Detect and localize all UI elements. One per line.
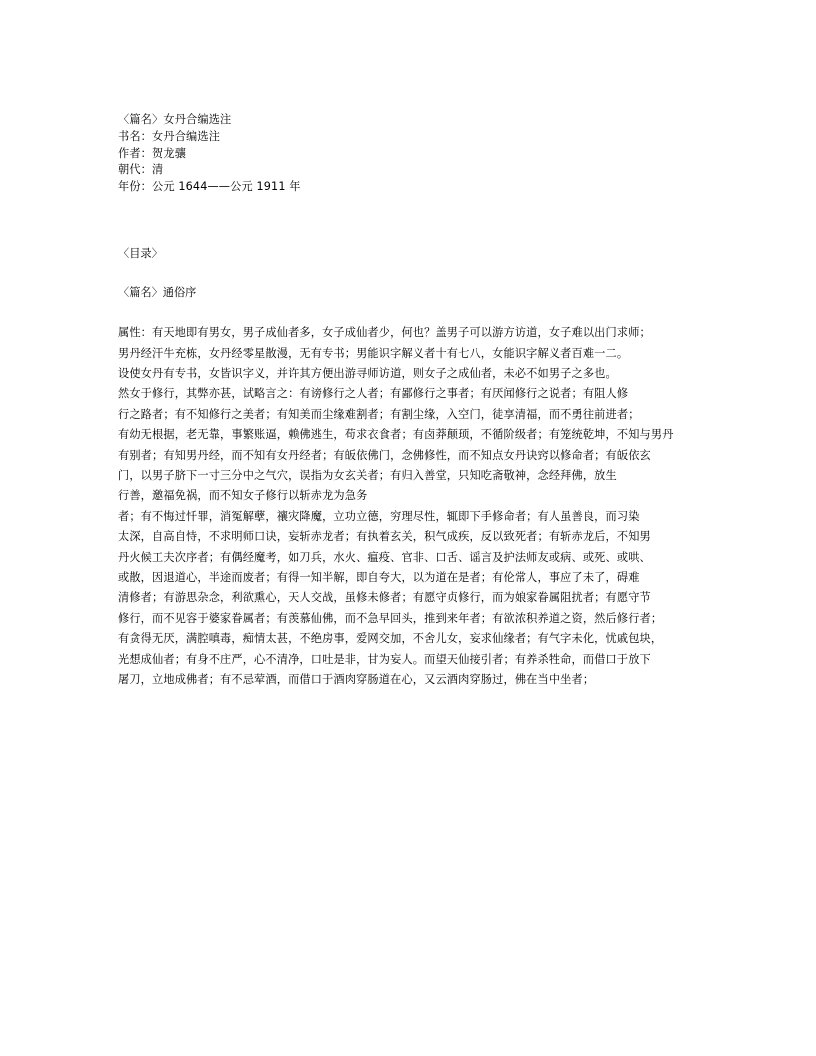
body-line: 屠刀，立地成佛者；有不忌荤酒，而借口于酒肉穿肠道在心，又云酒肉穿肠过，佛在当中坐者； — [118, 673, 595, 687]
toc-label: 〈目录〉 — [118, 246, 163, 260]
body-line: 行之路者；有不知修行之美者；有知美而尘缘难割者；有割尘缘，入空门，徒享清福，而不勇往前进者； — [118, 407, 640, 421]
spacer-after-header — [118, 196, 706, 246]
body-line: 设使女丹有专书，女皆识字义，并许其方便出游寻师访道，则女子之成仙者，未必不如男子之多也。 — [118, 366, 617, 380]
body-line: 有幼无根据，老无靠，事繁账逼，赖佛逃生，苟求衣食者；有卤莽颠顼，不循阶级者；有笼统乾坤，不知与男丹 — [118, 428, 674, 442]
chapter-label: 〈篇名〉通俗序 — [118, 285, 197, 299]
body-line: 门，以男子脐下一寸三分中之气穴，误指为女玄关者；有归入善堂，只知吃斋敬神，念经拜佛，放生 — [118, 469, 617, 483]
document-header-block — [118, 112, 706, 196]
body-line: 男丹经汗牛充栋，女丹经零星散漫，无有专书；男能识字解义者十有七八，女能识字解义者百难一二。 — [118, 346, 629, 360]
document-body-block — [118, 323, 706, 690]
body-line: 光想成仙者；有身不庄严，心不清净，口吐是非，甘为妄人。而望天仙接引者；有养杀牲命，而借口于放下 — [118, 652, 651, 666]
body-line: 清修者；有游思杂念，利欲熏心，天人交战，虽修未修者；有愿守贞修行，而为娘家眷属阻扰者；有愿守节 — [118, 591, 651, 605]
body-line: 有别者；有知男丹经，而不知有女丹经者；有皈依佛门，念佛修性，而不知点女丹诀窍以修命者；有皈依玄 — [118, 448, 651, 462]
body-line: 有贪得无厌，满腔嗔毒，痴情太甚，不绝房事，爱网交加，不舍儿女，妄求仙缘者；有气字未化，忧戚包块， — [118, 632, 663, 646]
author-line: 作者：贺龙骧 — [118, 146, 187, 160]
spacer-after-chapter — [118, 301, 706, 323]
body-line: 丹火候工夫次序者；有偶经魔考，如刀兵，水火、瘟疫、官非、口舌、谣言及护法师友或病、或死、或哄、 — [118, 550, 651, 564]
book-title-line: 书名：女丹合编选注 — [118, 129, 221, 143]
body-line: 太深，自高自恃，不求明师口诀，妄斩赤龙者；有执着玄关，积气成疾，反以致死者；有斩赤龙后，不知男 — [118, 530, 651, 544]
year-line: 年份：公元 1644——公元 1911 年 — [118, 180, 301, 194]
spacer-after-toc — [118, 263, 706, 285]
body-line: 然女于修行，其弊亦甚，试略言之：有谤修行之人者；有鄙修行之事者；有厌闻修行之说者；有阻人修 — [118, 387, 629, 401]
body-line: 行善，邀福免祸，而不知女子修行以斩赤龙为急务 — [118, 489, 368, 503]
body-line: 或散，因退道心，半途而废者；有得一知半解，即自夸大，以为道在是者；有伦常人，事应了未了，碍难 — [118, 571, 640, 585]
dynasty-line: 朝代：清 — [118, 163, 164, 177]
body-line: 者；有不悔过忏罪，消冤解孽，禳灾降魔，立功立德，穷理尽性，辄即下手修命者；有人虽善良，而习染 — [118, 509, 640, 523]
document-content — [118, 112, 706, 690]
title-tag-line: 〈篇名〉女丹合编选注 — [118, 113, 232, 126]
body-line: 修行，而不见容于婆家眷属者；有羡慕仙佛，而不急早回头，推到来年者；有欲浓积养道之资，然后修行者； — [118, 611, 663, 625]
body-line: 属性：有天地即有男女，男子成仙者多，女子成仙者少，何也？盖男子可以游方访道，女子难以出门求师； — [118, 326, 651, 340]
